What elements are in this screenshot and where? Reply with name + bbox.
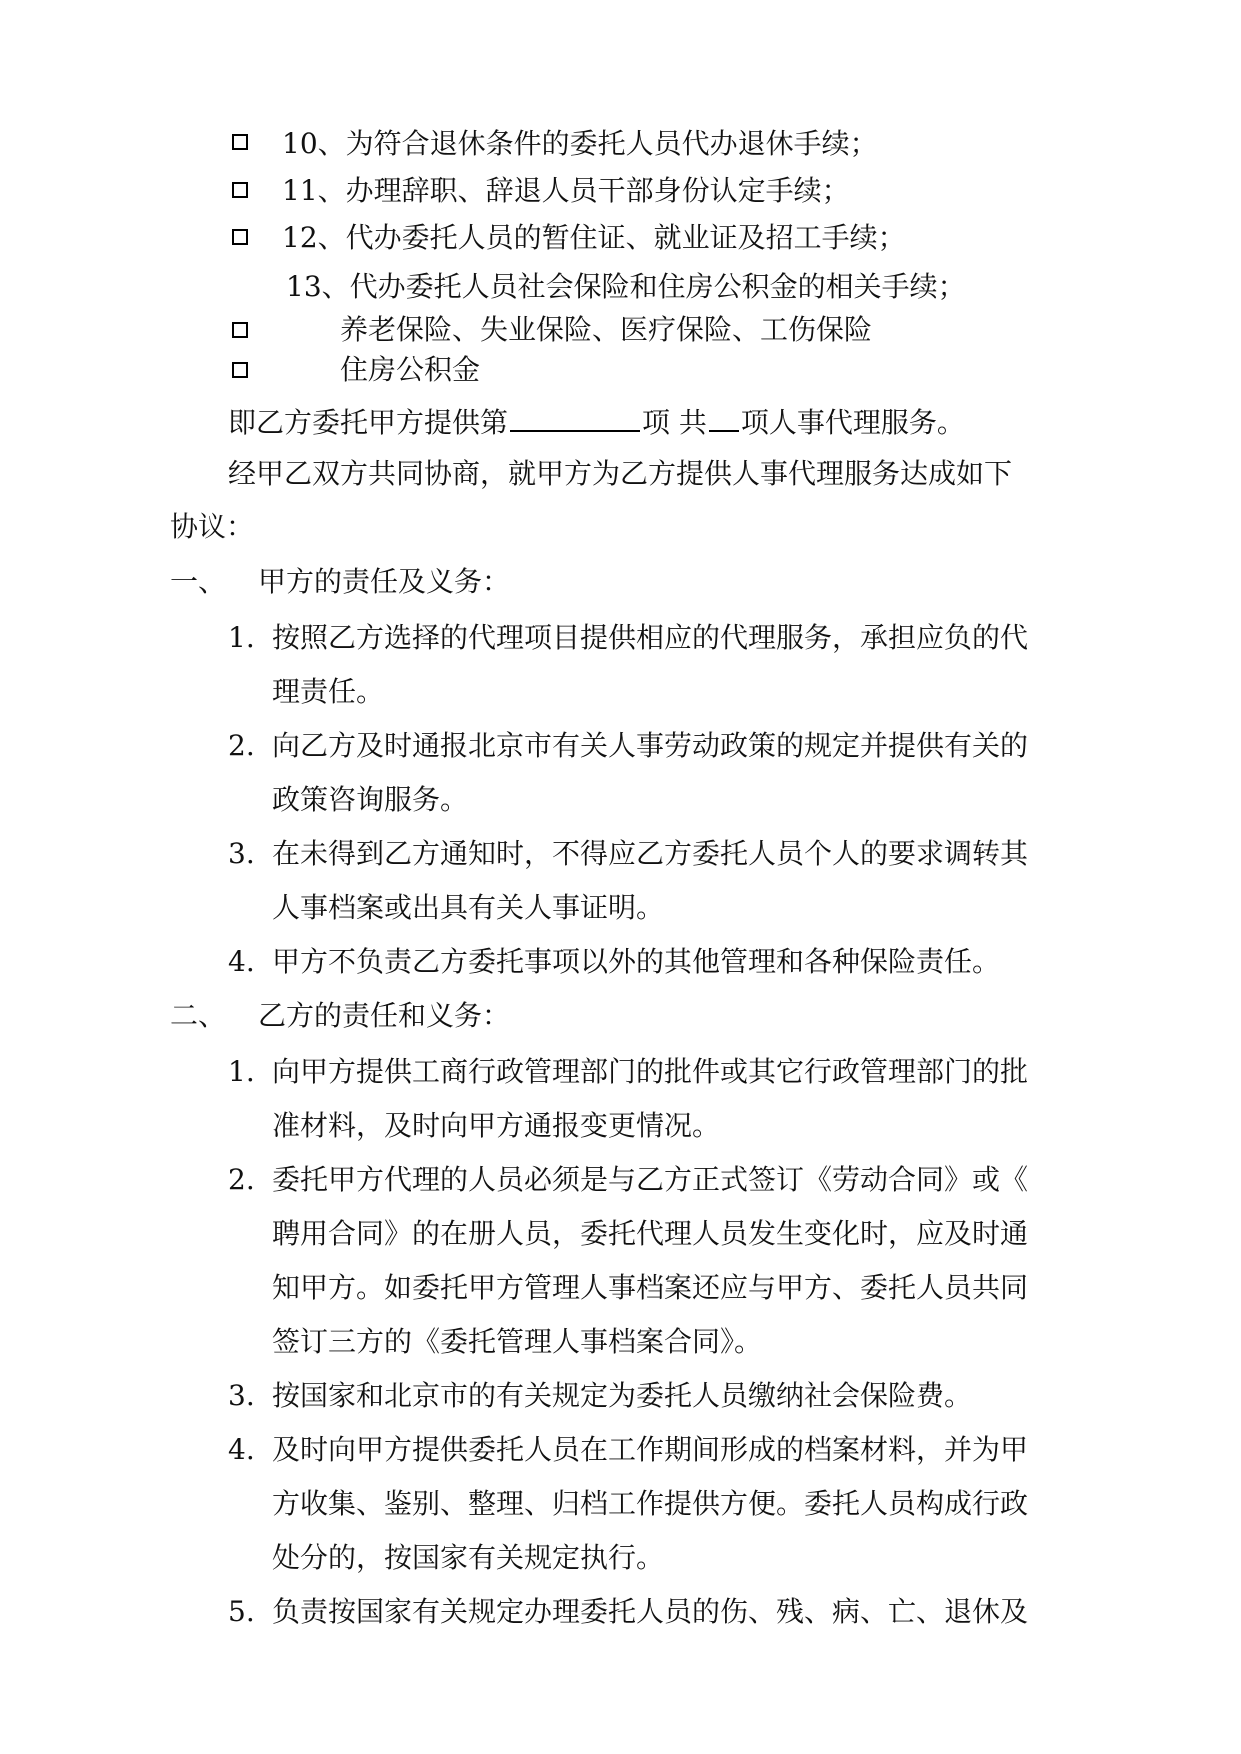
s2-item2-line1: 委托甲方代理的人员必须是与乙方正式签订《劳动合同》或《 (272, 1163, 1029, 1196)
blank-item-count[interactable] (709, 400, 739, 432)
checkbox-item-11[interactable] (232, 182, 248, 198)
s2-item5-line1: 负责按国家有关规定办理委托人员的伤、残、病、亡、退休及 (272, 1595, 1029, 1628)
checkbox-insurance[interactable] (232, 322, 248, 338)
section1-title: 甲方的责任及义务： (258, 565, 511, 598)
blank-item-numbers[interactable] (510, 400, 640, 432)
s1-item4-line1: 甲方不负责乙方委托事项以外的其他管理和各种保险责任。 (272, 945, 1001, 978)
checkbox-housing-fund[interactable] (232, 362, 248, 378)
s2-item2-line3: 知甲方。如委托甲方管理人事档案还应与甲方、委托人员共同 (272, 1271, 1029, 1304)
checkbox-item-10[interactable] (232, 134, 248, 150)
summary-line (228, 400, 965, 443)
s1-item1-line1: 按照乙方选择的代理项目提供相应的代理服务，承担应负的代 (272, 621, 1029, 654)
section2-title: 乙方的责任和义务： (258, 999, 511, 1032)
summary-middle: 项 共 (642, 406, 707, 439)
s1-item1-line2: 理责任。 (272, 675, 385, 708)
s2-item2-number: 2. (228, 1163, 255, 1196)
s2-item5-number: 5. (228, 1595, 255, 1628)
checklist-item-13: 13、代办委托人员社会保险和住房公积金的相关手续； (286, 270, 966, 303)
s1-item2-line1: 向乙方及时通报北京市有关人事劳动政策的规定并提供有关的 (272, 729, 1029, 762)
s2-item1-number: 1. (228, 1055, 255, 1088)
section2-number: 二、 (170, 999, 227, 1032)
summary-prefix: 即乙方委托甲方提供第 (228, 406, 509, 439)
s1-item3-line1: 在未得到乙方通知时，不得应乙方委托人员个人的要求调转其 (272, 837, 1029, 870)
s1-item2-line2: 政策咨询服务。 (272, 783, 469, 816)
checklist-item-10: 10、为符合退休条件的委托人员代办退休手续； (282, 127, 878, 160)
s1-item2-number: 2. (228, 729, 255, 762)
checklist-housing-fund: 住房公积金 (340, 353, 481, 386)
s2-item3-number: 3. (228, 1379, 255, 1412)
checkbox-item-12[interactable] (232, 229, 248, 245)
summary-suffix: 项人事代理服务。 (740, 406, 965, 439)
s1-item3-number: 3. (228, 837, 255, 870)
s2-item4-line1: 及时向甲方提供委托人员在工作期间形成的档案材料，并为甲 (272, 1433, 1029, 1466)
s2-item2-line4: 签订三方的《委托管理人事档案合同》。 (272, 1325, 763, 1358)
s1-item1-number: 1. (228, 621, 255, 654)
s2-item4-number: 4. (228, 1433, 255, 1466)
s2-item1-line2: 准材料，及时向甲方通报变更情况。 (272, 1109, 721, 1142)
s2-item4-line2: 方收集、鉴别、整理、归档工作提供方便。委托人员构成行政 (272, 1487, 1029, 1520)
s1-item3-line2: 人事档案或出具有关人事证明。 (272, 891, 665, 924)
checklist-insurance: 养老保险、失业保险、医疗保险、工伤保险 (340, 313, 873, 346)
s2-item2-line2: 聘用合同》的在册人员，委托代理人员发生变化时，应及时通 (272, 1217, 1029, 1250)
intro-line-1: 经甲乙双方共同协商，就甲方为乙方提供人事代理服务达成如下 (228, 457, 1013, 490)
checklist-item-12: 12、代办委托人员的暂住证、就业证及招工手续； (282, 221, 906, 254)
s1-item4-number: 4. (228, 945, 255, 978)
checklist-item-11: 11、办理辞职、辞退人员干部身份认定手续； (282, 174, 850, 207)
intro-line-2: 协议： (170, 510, 255, 543)
s2-item1-line1: 向甲方提供工商行政管理部门的批件或其它行政管理部门的批 (272, 1055, 1029, 1088)
section1-number: 一、 (170, 565, 227, 598)
s2-item4-line3: 处分的，按国家有关规定执行。 (272, 1541, 665, 1574)
s2-item3-line1: 按国家和北京市的有关规定为委托人员缴纳社会保险费。 (272, 1379, 973, 1412)
